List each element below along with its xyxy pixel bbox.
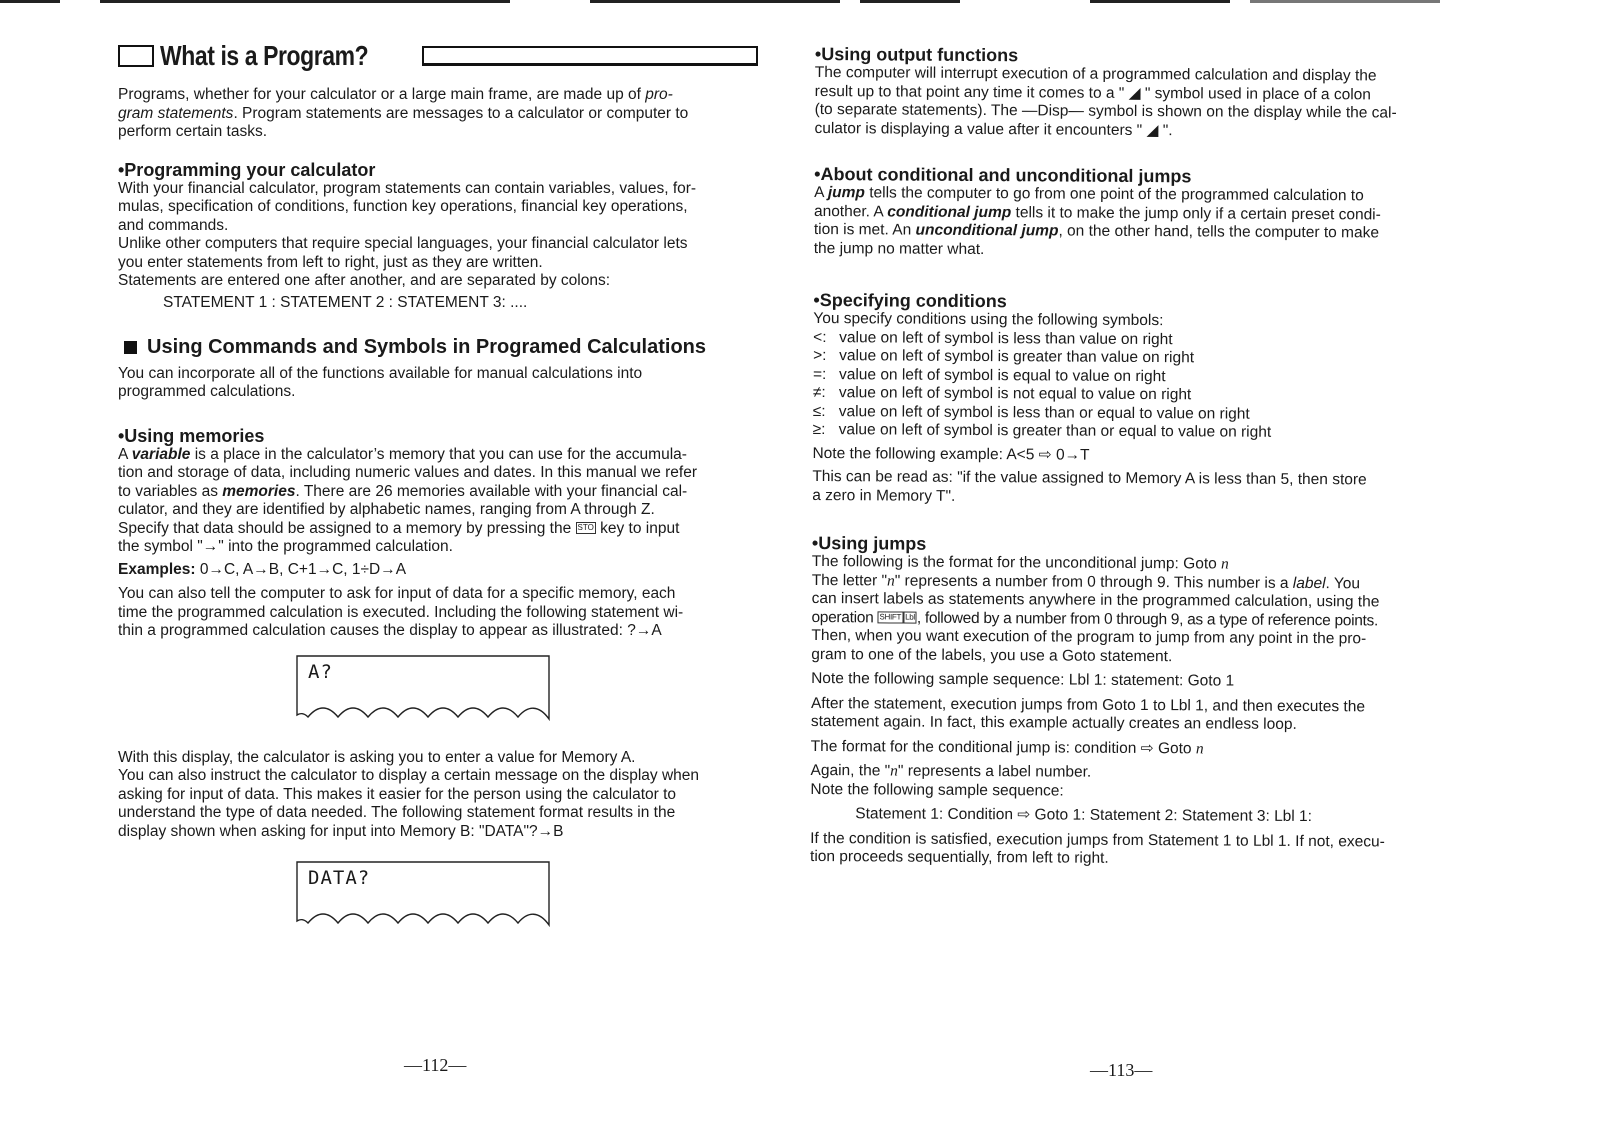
title-box-icon bbox=[118, 45, 154, 67]
programming-heading: •Programming your calculator bbox=[118, 159, 376, 180]
condition-item: <: value on left of symbol is less than value on right bbox=[813, 328, 1173, 348]
page-title: What is a Program? bbox=[160, 39, 369, 71]
condition-item: ≤: value on left of symbol is less than or equal to value on right bbox=[812, 402, 1250, 423]
intro-paragraph: Programs, whether for your calculator or a large main frame, are made up of pro- gram statements. Program statements are messages to a calculator or computer to perform certain tasks. bbox=[118, 86, 689, 140]
lcd-display-memory-a bbox=[296, 655, 550, 721]
jumps-about-heading: •About conditional and unconditional jumps bbox=[814, 163, 1192, 187]
statement-sequence: Statement 1: Condition ⇨ Goto 1: Statement 2: Statement 3: Lbl 1: bbox=[855, 805, 1313, 826]
output-body: The computer will interrupt execution of a programmed calculation and display the result up to that point any time it comes to a " ◢ " symbol used in place of a colon (to separate statements). The —Disp— symbol is shown on the display while the cal- culator is displaying a value after it encounters " ◢ ". bbox=[814, 63, 1397, 139]
square-bullet-icon bbox=[124, 341, 137, 354]
using-jumps-body: The following is the format for the unconditional jump: Goto n The letter "n" represents a number from 0 through 9. This number is a label. You can insert labels as statements anywhere in the programmed calculation, using the operation SHIFT Lbl , followed by a number from 0 through 9, as a type of reference points. Then, when you want execution of the program to jump from any point in the pro- gram to one of the labels, you use a Goto statement. Note the following sample sequence: Lbl 1: statement: Goto 1 After the statement, execution jumps from Goto 1 to Lbl 1, and then executes the statement again. In fact, this example actually creates an endless loop. The format for the conditional jump is: condition ⇨ Goto n Again, the "n" represents a label number. Note the following sample sequence: Statement 1: Condition ⇨ Goto 1: Statement 2: Statement 3: Lbl 1: If the condition is satisfied, execution jumps from Statement 1 to Lbl 1. If not, execu- tion proceeds sequentially, from left to right. bbox=[810, 553, 1450, 870]
commands-section-heading: Using Commands and Symbols in Programed Calculations bbox=[124, 338, 758, 357]
condition-item: =: value on left of symbol is equal to value on right bbox=[812, 365, 1166, 385]
page-number-left: —112— bbox=[404, 1055, 467, 1075]
conditions-body: You specify conditions using the following symbols: <: value on left of symbol is less than value on right >: value on left of symbol is greater than value on right =: value on left of symbol is equal to value on right ≠: value on left of symbol is not equal to value on right ≤: value on left of symbol is less than or equal to value on right ≥: value on left of symbol is greater than or equal to value on right Note the following example: A<5 ⇨ 0→T This can be read as: "if the value assigned to Memory A is less than 5, then store a zero in Memory T". bbox=[812, 310, 1451, 509]
condition-item: >: value on left of symbol is greater than value on right bbox=[813, 346, 1195, 367]
lbl-key-icon: Lbl bbox=[903, 612, 917, 624]
scan-edge-line bbox=[0, 0, 1600, 4]
condition-item: ≥: value on left of symbol is greater than or equal to value on right bbox=[812, 420, 1272, 441]
sto-key-icon: STO bbox=[577, 523, 594, 533]
output-heading: •Using output functions bbox=[814, 44, 1019, 66]
lcd-frame-icon bbox=[296, 655, 550, 721]
jumps-about-body: A jump tells the computer to go from one point of the programmed calculation to another. A conditional jump tells it to make the jump only if a certain preset condi- tion is met. An unconditional jump, on the other hand, tells the computer to make the jump no matter what. bbox=[813, 183, 1381, 258]
using-jumps-heading: •Using jumps bbox=[811, 532, 927, 554]
memories-body: A variable is a place in the calculator’s memory that you can use for the accumula- tion and storage of data, including numeric values and dates. In this manual we refer to variables as memories. There are 26 memories available with your financial cal- culator, and they are identified by alphabetic names, ranging from A through Z. Specify that data should be assigned to a memory by pressing the STO key to input the symbol "→" into the programmed calculation. Examples: 0→C, A→B, C+1→C, 1÷D→A You can also tell the computer to ask for input of data for a specific memory, each time the programmed calculation is executed. Including the following statement wi- thin a programmed calculation causes the display to appear as illustrated: ?→A A? With this display, the calculator is asking you to enter a value for Memory A. You can also instruct the calculator to display a certain message on the display when asking for input of data. This makes it easier for the person using the calculator to understand the type of data needed. The following statement format results in the display shown when asking for input into Memory B: "DATA"?→B DATA? bbox=[118, 446, 758, 928]
condition-item: ≠: value on left of symbol is not equal to value on right bbox=[812, 383, 1192, 404]
programming-body: With your financial calculator, program statements can contain variables, values, for- mulas, specification of conditions, function key operations, financial key operations, and commands. Unlike other computers that require special languages, your financial calculator lets you enter statements from left to right, just as they are written. Statements are entered one after another, and are separated by colons: STATEMENT 1 : STATEMENT 2 : STATEMENT 3: .... bbox=[118, 180, 758, 313]
conditions-heading: •Specifying conditions bbox=[813, 289, 1007, 312]
memories-heading: •Using memories bbox=[118, 425, 265, 446]
lcd-text: A? bbox=[308, 660, 333, 683]
page-title-row bbox=[118, 38, 758, 74]
statement-example: STATEMENT 1 : STATEMENT 2 : STATEMENT 3: .... bbox=[163, 293, 528, 311]
left-page bbox=[118, 38, 758, 927]
commands-body: You can incorporate all of the functions available for manual calculations into programmed calculations. bbox=[118, 364, 643, 400]
page-number-right: —113— bbox=[1090, 1060, 1153, 1080]
lcd-text: DATA? bbox=[308, 867, 371, 889]
examples-line: Examples: 0→C, A→B, C+1→C, 1÷D→A bbox=[118, 560, 407, 578]
shift-key-icon: SHIFT bbox=[877, 612, 903, 624]
lcd-display-data bbox=[296, 861, 550, 927]
title-rule bbox=[422, 46, 758, 66]
right-page bbox=[810, 44, 1453, 870]
